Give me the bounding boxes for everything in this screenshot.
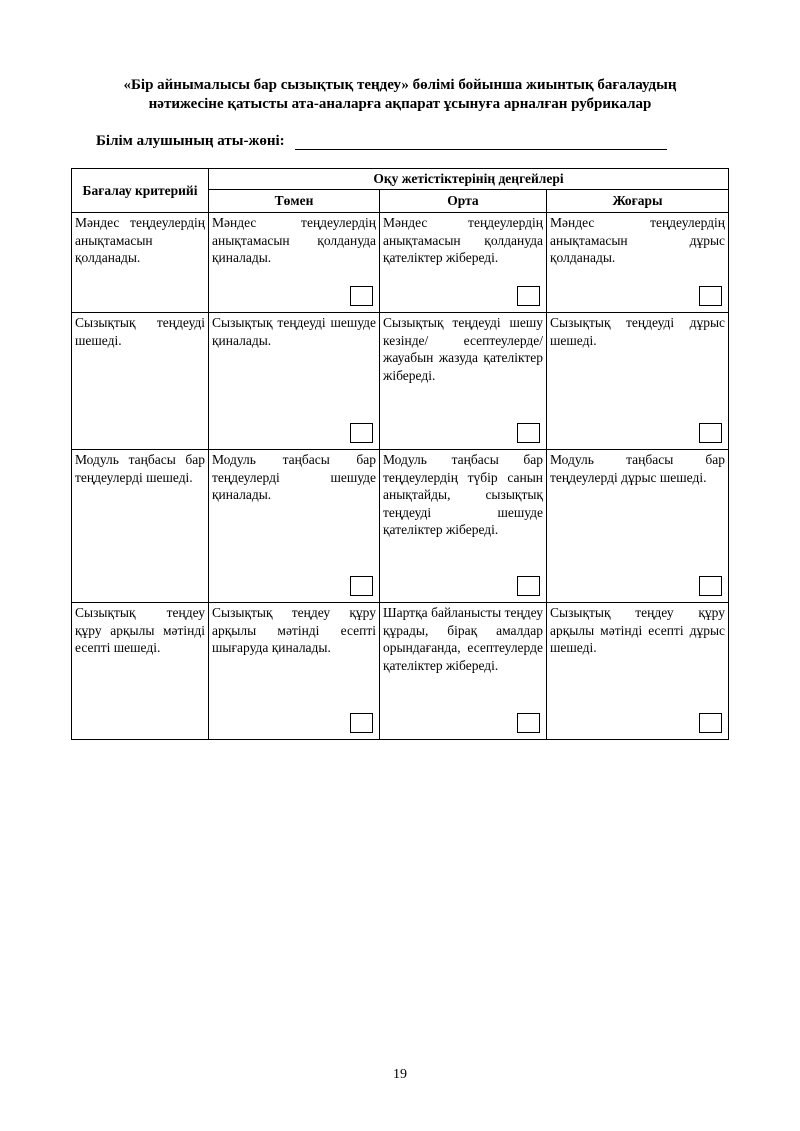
level-low-cell bbox=[209, 603, 380, 740]
level-high-cell bbox=[547, 450, 729, 603]
document-title bbox=[60, 76, 740, 114]
table-row bbox=[72, 313, 729, 450]
level-mid-cell bbox=[380, 313, 547, 450]
criterion-text: Мәндес теңдеулердің анықтамасын қолданады. bbox=[75, 215, 205, 266]
student-name-row bbox=[96, 133, 667, 150]
level-low-text: Мәндес теңдеулердің анықтамасын қолдануда қиналады. bbox=[212, 215, 376, 266]
level-mid-cell bbox=[380, 213, 547, 313]
level-mid-cell bbox=[380, 603, 547, 740]
checkbox[interactable] bbox=[517, 576, 540, 596]
level-low-cell bbox=[209, 450, 380, 603]
page-number: 19 bbox=[393, 1067, 407, 1082]
checkbox[interactable] bbox=[699, 286, 722, 306]
student-name-field[interactable] bbox=[295, 135, 667, 150]
level-mid-text: Сызықтық теңдеуді шешу кезінде/ есептеулерде/ жауабын жазуда қателіктер жібереді. bbox=[383, 315, 543, 383]
level-high-text: Сызықтық теңдеу құру арқылы мәтінді есепті дұрыс шешеді. bbox=[550, 605, 726, 656]
checkbox[interactable] bbox=[350, 286, 373, 306]
level-high-cell bbox=[547, 313, 729, 450]
criterion-cell bbox=[72, 450, 209, 603]
level-low-cell bbox=[209, 213, 380, 313]
level-high-cell bbox=[547, 603, 729, 740]
criterion-text: Сызықтық теңдеу құру арқылы мәтінді есепті шешеді. bbox=[75, 605, 205, 656]
student-name-label: Білім алушының аты-жөні: bbox=[96, 133, 285, 149]
criterion-cell bbox=[72, 313, 209, 450]
table-row bbox=[72, 450, 729, 603]
criterion-cell bbox=[72, 603, 209, 740]
table-row bbox=[72, 603, 729, 740]
level-header-low: Төмен bbox=[209, 190, 380, 213]
level-high-cell bbox=[547, 213, 729, 313]
rubric-table bbox=[71, 168, 729, 740]
checkbox[interactable] bbox=[350, 576, 373, 596]
level-high-text: Модуль таңбасы бар теңдеулерді дұрыс шешеді. bbox=[550, 452, 726, 485]
level-low-text: Сызықтық теңдеуді шешуде қиналады. bbox=[212, 315, 376, 348]
checkbox[interactable] bbox=[350, 423, 373, 443]
level-mid-text: Шартқа байланысты теңдеу құрады, бірақ амалдар орындағанда, есептеулерде қателіктер жібереді. bbox=[383, 605, 543, 673]
table-row bbox=[72, 213, 729, 313]
criteria-header: Бағалау критерийі bbox=[72, 169, 209, 213]
level-header-high: Жоғары bbox=[547, 190, 729, 213]
checkbox[interactable] bbox=[517, 286, 540, 306]
level-mid-cell bbox=[380, 450, 547, 603]
criterion-cell bbox=[72, 213, 209, 313]
level-mid-text: Модуль таңбасы бар теңдеулердің түбір санын анықтайды, сызықтық теңдеуді шешуде қателіктер жібереді. bbox=[383, 452, 543, 538]
level-low-cell bbox=[209, 313, 380, 450]
level-high-text: Сызықтық теңдеуді дұрыс шешеді. bbox=[550, 315, 726, 348]
checkbox[interactable] bbox=[699, 713, 722, 733]
checkbox[interactable] bbox=[699, 576, 722, 596]
level-mid-text: Мәндес теңдеулердің анықтамасын қолдануда қателіктер жібереді. bbox=[383, 215, 543, 266]
levels-header: Оқу жетістіктерінің деңгейлері bbox=[209, 169, 729, 190]
level-header-mid: Орта bbox=[380, 190, 547, 213]
criterion-text: Сызықтық теңдеуді шешеді. bbox=[75, 315, 205, 348]
level-high-text: Мәндес теңдеулердің анықтамасын дұрыс қолданады. bbox=[550, 215, 726, 266]
title-line-2: нәтижесіне қатысты ата-аналарға ақпарат ұсынуға арналған рубрикалар bbox=[148, 96, 652, 112]
checkbox[interactable] bbox=[517, 423, 540, 443]
title-line-1: «Бір айнымалысы бар сызықтық теңдеу» бөлімі бойынша жиынтық бағалаудың bbox=[123, 77, 677, 93]
level-low-text: Модуль таңбасы бар теңдеулерді шешуде қиналады. bbox=[212, 452, 376, 503]
criterion-text: Модуль таңбасы бар теңдеулерді шешеді. bbox=[75, 452, 205, 485]
checkbox[interactable] bbox=[517, 713, 540, 733]
level-low-text: Сызықтық теңдеу құру арқылы мәтінді есепті шығаруда қиналады. bbox=[212, 605, 376, 656]
checkbox[interactable] bbox=[350, 713, 373, 733]
checkbox[interactable] bbox=[699, 423, 722, 443]
